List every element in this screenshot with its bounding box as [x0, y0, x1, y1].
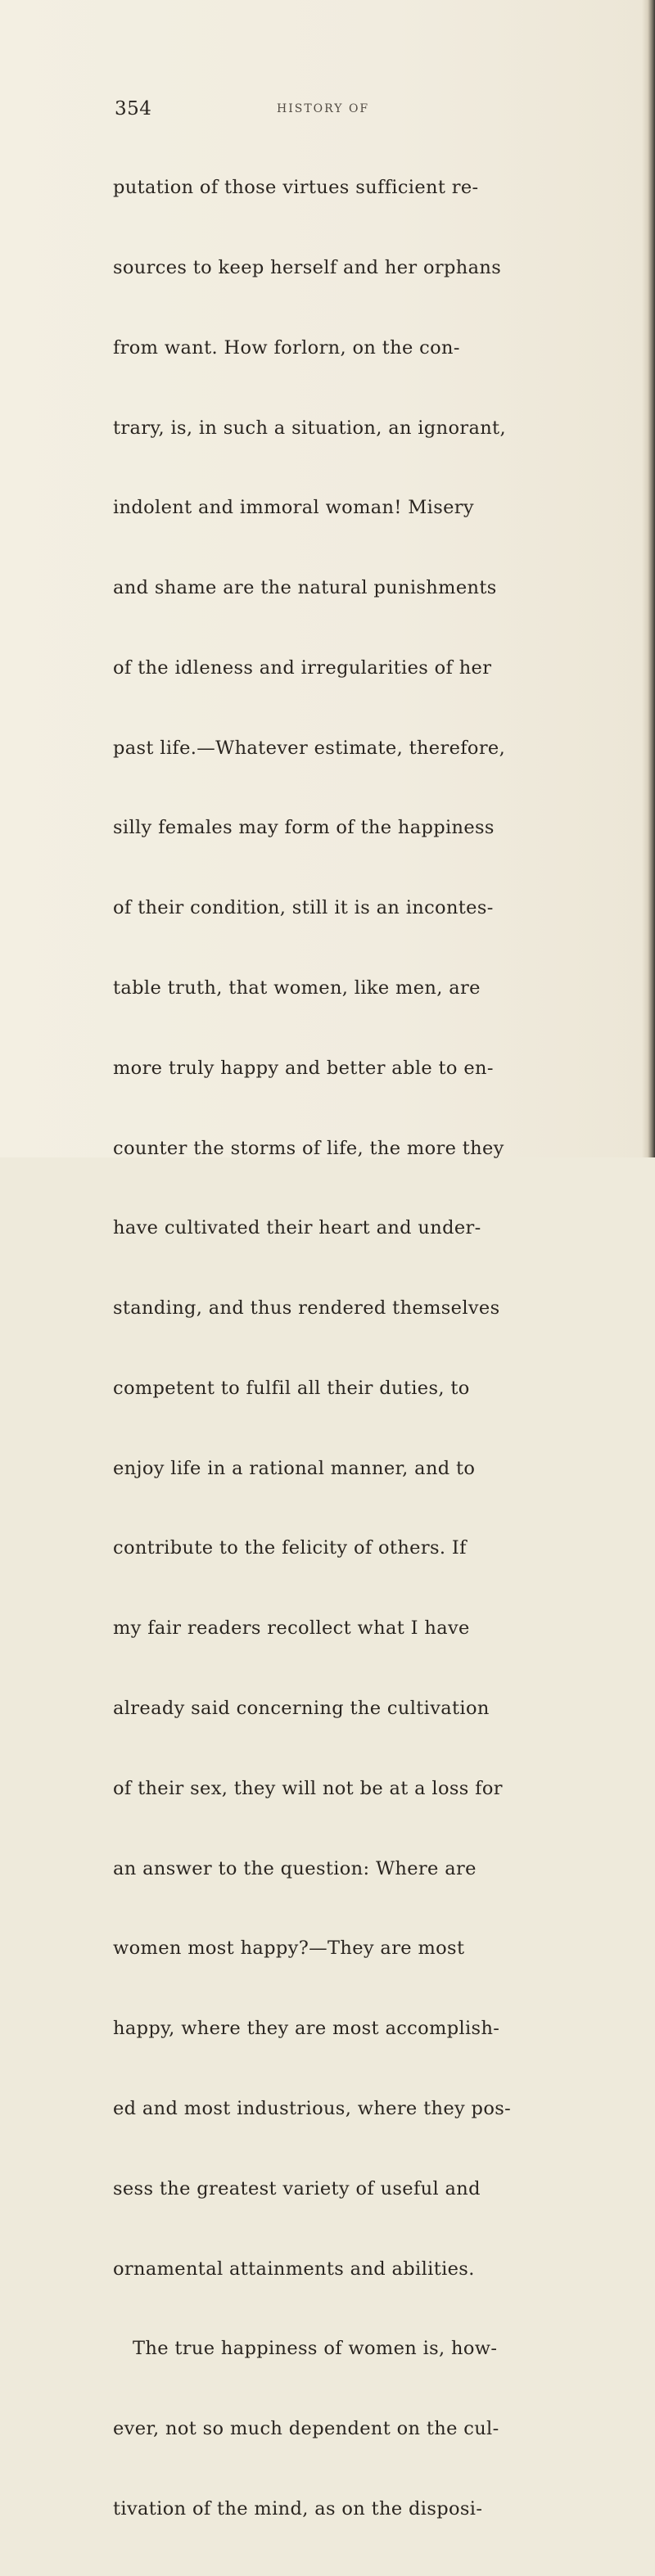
- running-head: HISTORY OF: [277, 102, 370, 115]
- text-line: of the idleness and irregularities of her: [113, 656, 492, 679]
- text-line: and shame are the natural punishments: [113, 577, 497, 599]
- text-line: already said concerning the cultivation: [113, 1698, 490, 1720]
- page-number: 354: [115, 98, 152, 120]
- text-line: silly females may form of the happiness: [113, 817, 495, 839]
- text-line: from want. How forlorn, on the con-: [113, 336, 460, 359]
- text-line: competent to fulfil all their duties, to: [113, 1377, 470, 1399]
- text-line: ornamental attainments and abilities.: [113, 2258, 475, 2280]
- text-line: of their condition, still it is an incontes-: [113, 897, 494, 919]
- text-line: ever, not so much dependent on the cul-: [113, 2418, 499, 2440]
- text-line: ed and most industrious, where they pos-: [113, 2097, 512, 2119]
- text-line: my fair readers recollect what I have: [113, 1617, 470, 1640]
- text-line: have cultivated their heart and under-: [113, 1217, 481, 1239]
- text-line: enjoy life in a rational manner, and to: [113, 1457, 476, 1479]
- page-edge-shadow: [642, 0, 655, 1157]
- text-line: table truth, that women, like men, are: [113, 977, 481, 999]
- text-line: women most happy?—They are most: [113, 1938, 465, 1960]
- text-line: past life.—Whatever estimate, therefore,: [113, 737, 506, 759]
- text-line: tivation of the mind, as on the disposi-: [113, 2497, 483, 2520]
- text-line: trary, is, in such a situation, an ignorant,: [113, 417, 506, 439]
- text-line: indolent and immoral woman! Misery: [113, 497, 474, 519]
- text-line: standing, and thus rendered themselves: [113, 1297, 500, 1320]
- text-line: counter the storms of life, the more they: [113, 1137, 504, 1159]
- text-line: sources to keep herself and her orphans: [113, 256, 502, 278]
- text-line: putation of those virtues sufficient re-: [113, 177, 479, 199]
- text-line: contribute to the felicity of others. If: [113, 1537, 467, 1559]
- text-line: happy, where they are most accomplish-: [113, 2018, 500, 2040]
- text-line: more truly happy and better able to en-: [113, 1057, 494, 1079]
- text-line: of their sex, they will not be at a loss for: [113, 1777, 503, 1799]
- text-line: sess the greatest variety of useful and: [113, 2177, 481, 2199]
- page-header: [115, 98, 606, 123]
- text-line: an answer to the question: Where are: [113, 1857, 477, 1879]
- text-line: The true happiness of women is, how-: [133, 2338, 498, 2360]
- body-text: [113, 121, 621, 2576]
